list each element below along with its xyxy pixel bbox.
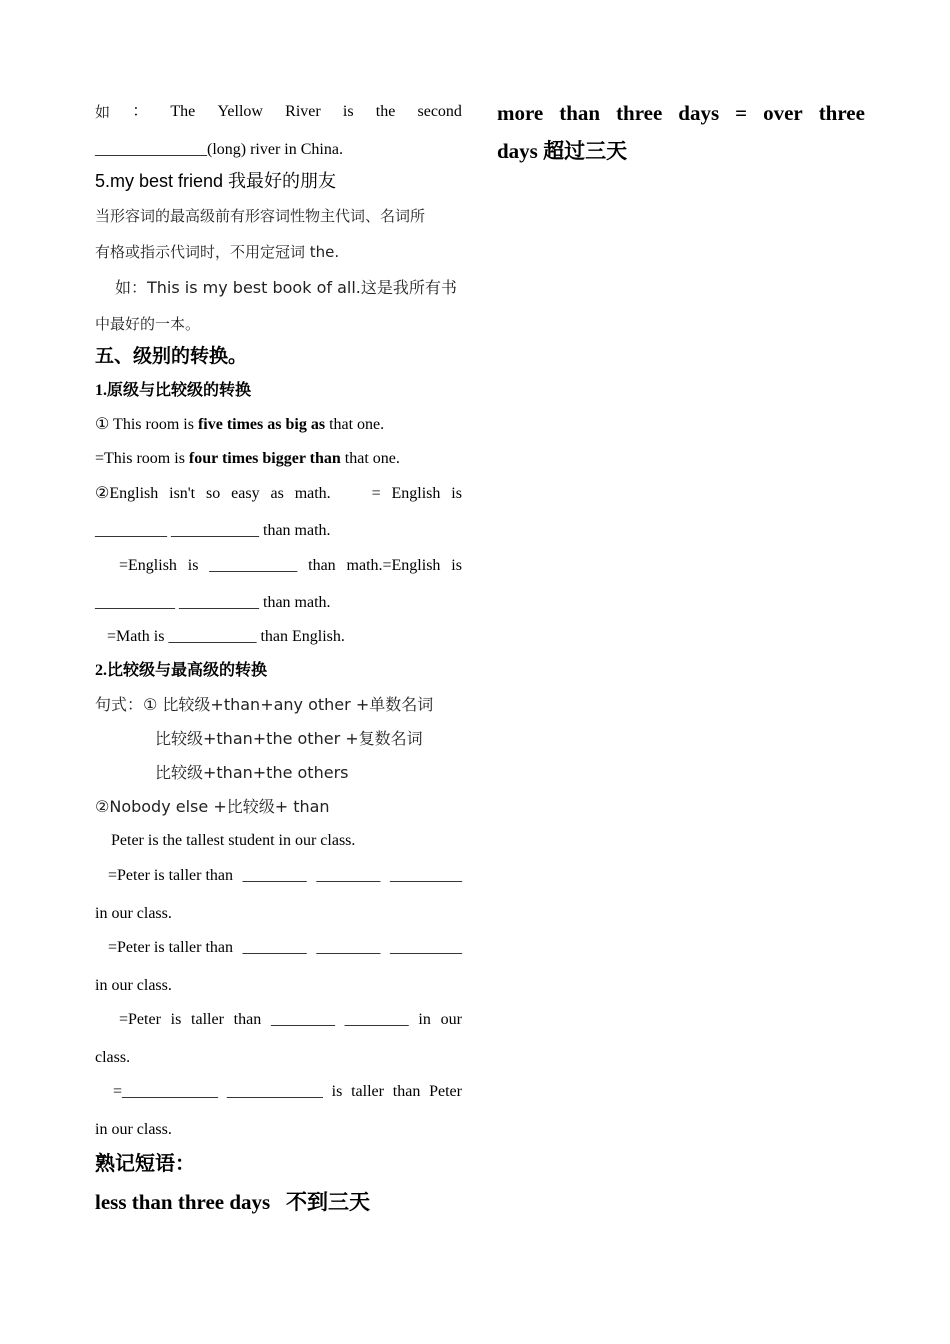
section-heading-best-friend: 5.my best friend 我最好的朋友 (95, 171, 337, 191)
blank: ____________ (226, 1083, 323, 1100)
rewrite-2-line-2: in our class. (95, 977, 172, 994)
blank: _________ (390, 867, 462, 884)
word: second (417, 103, 462, 120)
word: is (451, 557, 462, 574)
word: three (818, 101, 865, 125)
sentence-english-math-line-2: _________ ___________ than math. (95, 522, 331, 539)
bold-text: five times as big as (197, 416, 326, 433)
word: as (270, 485, 284, 502)
blank: ________ (242, 939, 307, 956)
rule-text-line-1: 当形容词的最高级前有形容词性物主代词、名词所 (95, 207, 426, 225)
pattern-line-2: 比较级+than+the other +复数名词 (155, 729, 423, 748)
example-yellow-river-line-2: ______________(long) river in China. (95, 141, 343, 158)
word: taller (351, 1083, 384, 1100)
word: = (371, 485, 381, 502)
blank: ________ (242, 867, 307, 884)
sentence-english-math-line-1 (95, 476, 462, 512)
subheading-comparative-superlative: 2.比较级与最高级的转换 (95, 662, 268, 679)
word: days (678, 101, 720, 125)
word: math.=English (346, 557, 441, 574)
phrase-more-than-three-days-line-1 (497, 94, 865, 132)
bold-text: four times bigger than (188, 450, 341, 467)
sentence-english-math-line-3 (95, 548, 462, 584)
word: is (170, 1011, 182, 1028)
text: =Peter is taller than (108, 867, 233, 884)
text: ① This room is (95, 416, 198, 433)
blank: ________ (316, 867, 381, 884)
word: Yellow (217, 103, 263, 120)
word: more (497, 101, 544, 125)
word: is (342, 103, 354, 120)
word: =English (119, 557, 177, 574)
blank: ________ (344, 1011, 409, 1028)
word: is (187, 557, 199, 574)
rule-text-line-2: 有格或指示代词时，不用定冠词 the. (95, 243, 340, 261)
word: over (763, 101, 803, 125)
rewrite-1-line-1 (95, 858, 462, 894)
pattern-line-1: 句式：① 比较级+than+any other +单数名词 (95, 695, 434, 714)
subheading-positive-comparative: 1.原级与比较级的转换 (95, 382, 252, 399)
word: than (559, 101, 601, 125)
rewrite-3-line-2: class. (95, 1049, 131, 1066)
word: the (375, 103, 396, 120)
pattern-line-3: 比较级+than+the others (155, 763, 349, 782)
sentence-english-math-line-4: __________ __________ than math. (95, 594, 331, 611)
word: ： (132, 103, 149, 120)
rewrite-4-line-2: in our class. (95, 1121, 172, 1138)
text: =This room is (95, 450, 189, 467)
word: than (392, 1083, 421, 1100)
section-heading-level-conversion: 五、级别的转换。 (95, 346, 248, 367)
phrase-more-than-three-days-line-2: days 超过三天 (497, 139, 628, 163)
word: ___________ (209, 557, 298, 574)
blank: ________ (316, 939, 381, 956)
left-column (95, 98, 462, 1222)
word: our (440, 1011, 462, 1028)
word: so (206, 485, 221, 502)
text: =Peter is taller than (108, 939, 233, 956)
sentence-math-english: =Math is ___________ than English. (107, 628, 345, 645)
right-column (497, 94, 865, 170)
word: = (735, 101, 748, 125)
word: than (308, 557, 336, 574)
blank: _________ (390, 939, 462, 956)
rewrite-1-line-2: in our class. (95, 905, 172, 922)
word: =Peter (119, 1011, 161, 1028)
rewrite-3-line-1 (95, 1002, 462, 1038)
word: River (285, 103, 321, 120)
text: that one. (325, 416, 385, 433)
rewrite-2-line-1 (95, 930, 462, 966)
example-best-book-line-1: 如：This is my best book of all.这是我所有书 (115, 278, 457, 297)
word: is (331, 1083, 343, 1100)
text: that one. (340, 450, 400, 467)
word: Peter (429, 1083, 462, 1100)
word: math. (294, 485, 331, 502)
word: isn't (169, 485, 196, 502)
blank: ________ (270, 1011, 335, 1028)
example-tallest-student: Peter is the tallest student in our class. (111, 832, 356, 849)
word: is (451, 485, 462, 502)
word: taller (191, 1011, 224, 1028)
sentence-four-times (95, 442, 462, 476)
rewrite-4-line-1 (95, 1074, 462, 1110)
word: three (616, 101, 663, 125)
word: easy (231, 485, 260, 502)
word: The (170, 103, 196, 120)
word: in (418, 1011, 431, 1028)
sentence-five-times (95, 408, 462, 442)
word: than (233, 1011, 262, 1028)
blank: =____________ (113, 1083, 219, 1100)
pattern-line-4: ②Nobody else +比较级+ than (95, 797, 330, 816)
word: 如 (95, 103, 111, 121)
memorize-phrases-heading: 熟记短语： (95, 1153, 195, 1175)
phrase-less-than-three-days: less than three days 不到三天 (95, 1190, 370, 1214)
example-yellow-river-line-1 (95, 98, 462, 128)
word: ②English (95, 485, 159, 502)
word: English (391, 485, 441, 502)
example-best-book-line-2: 中最好的一本。 (95, 315, 201, 333)
